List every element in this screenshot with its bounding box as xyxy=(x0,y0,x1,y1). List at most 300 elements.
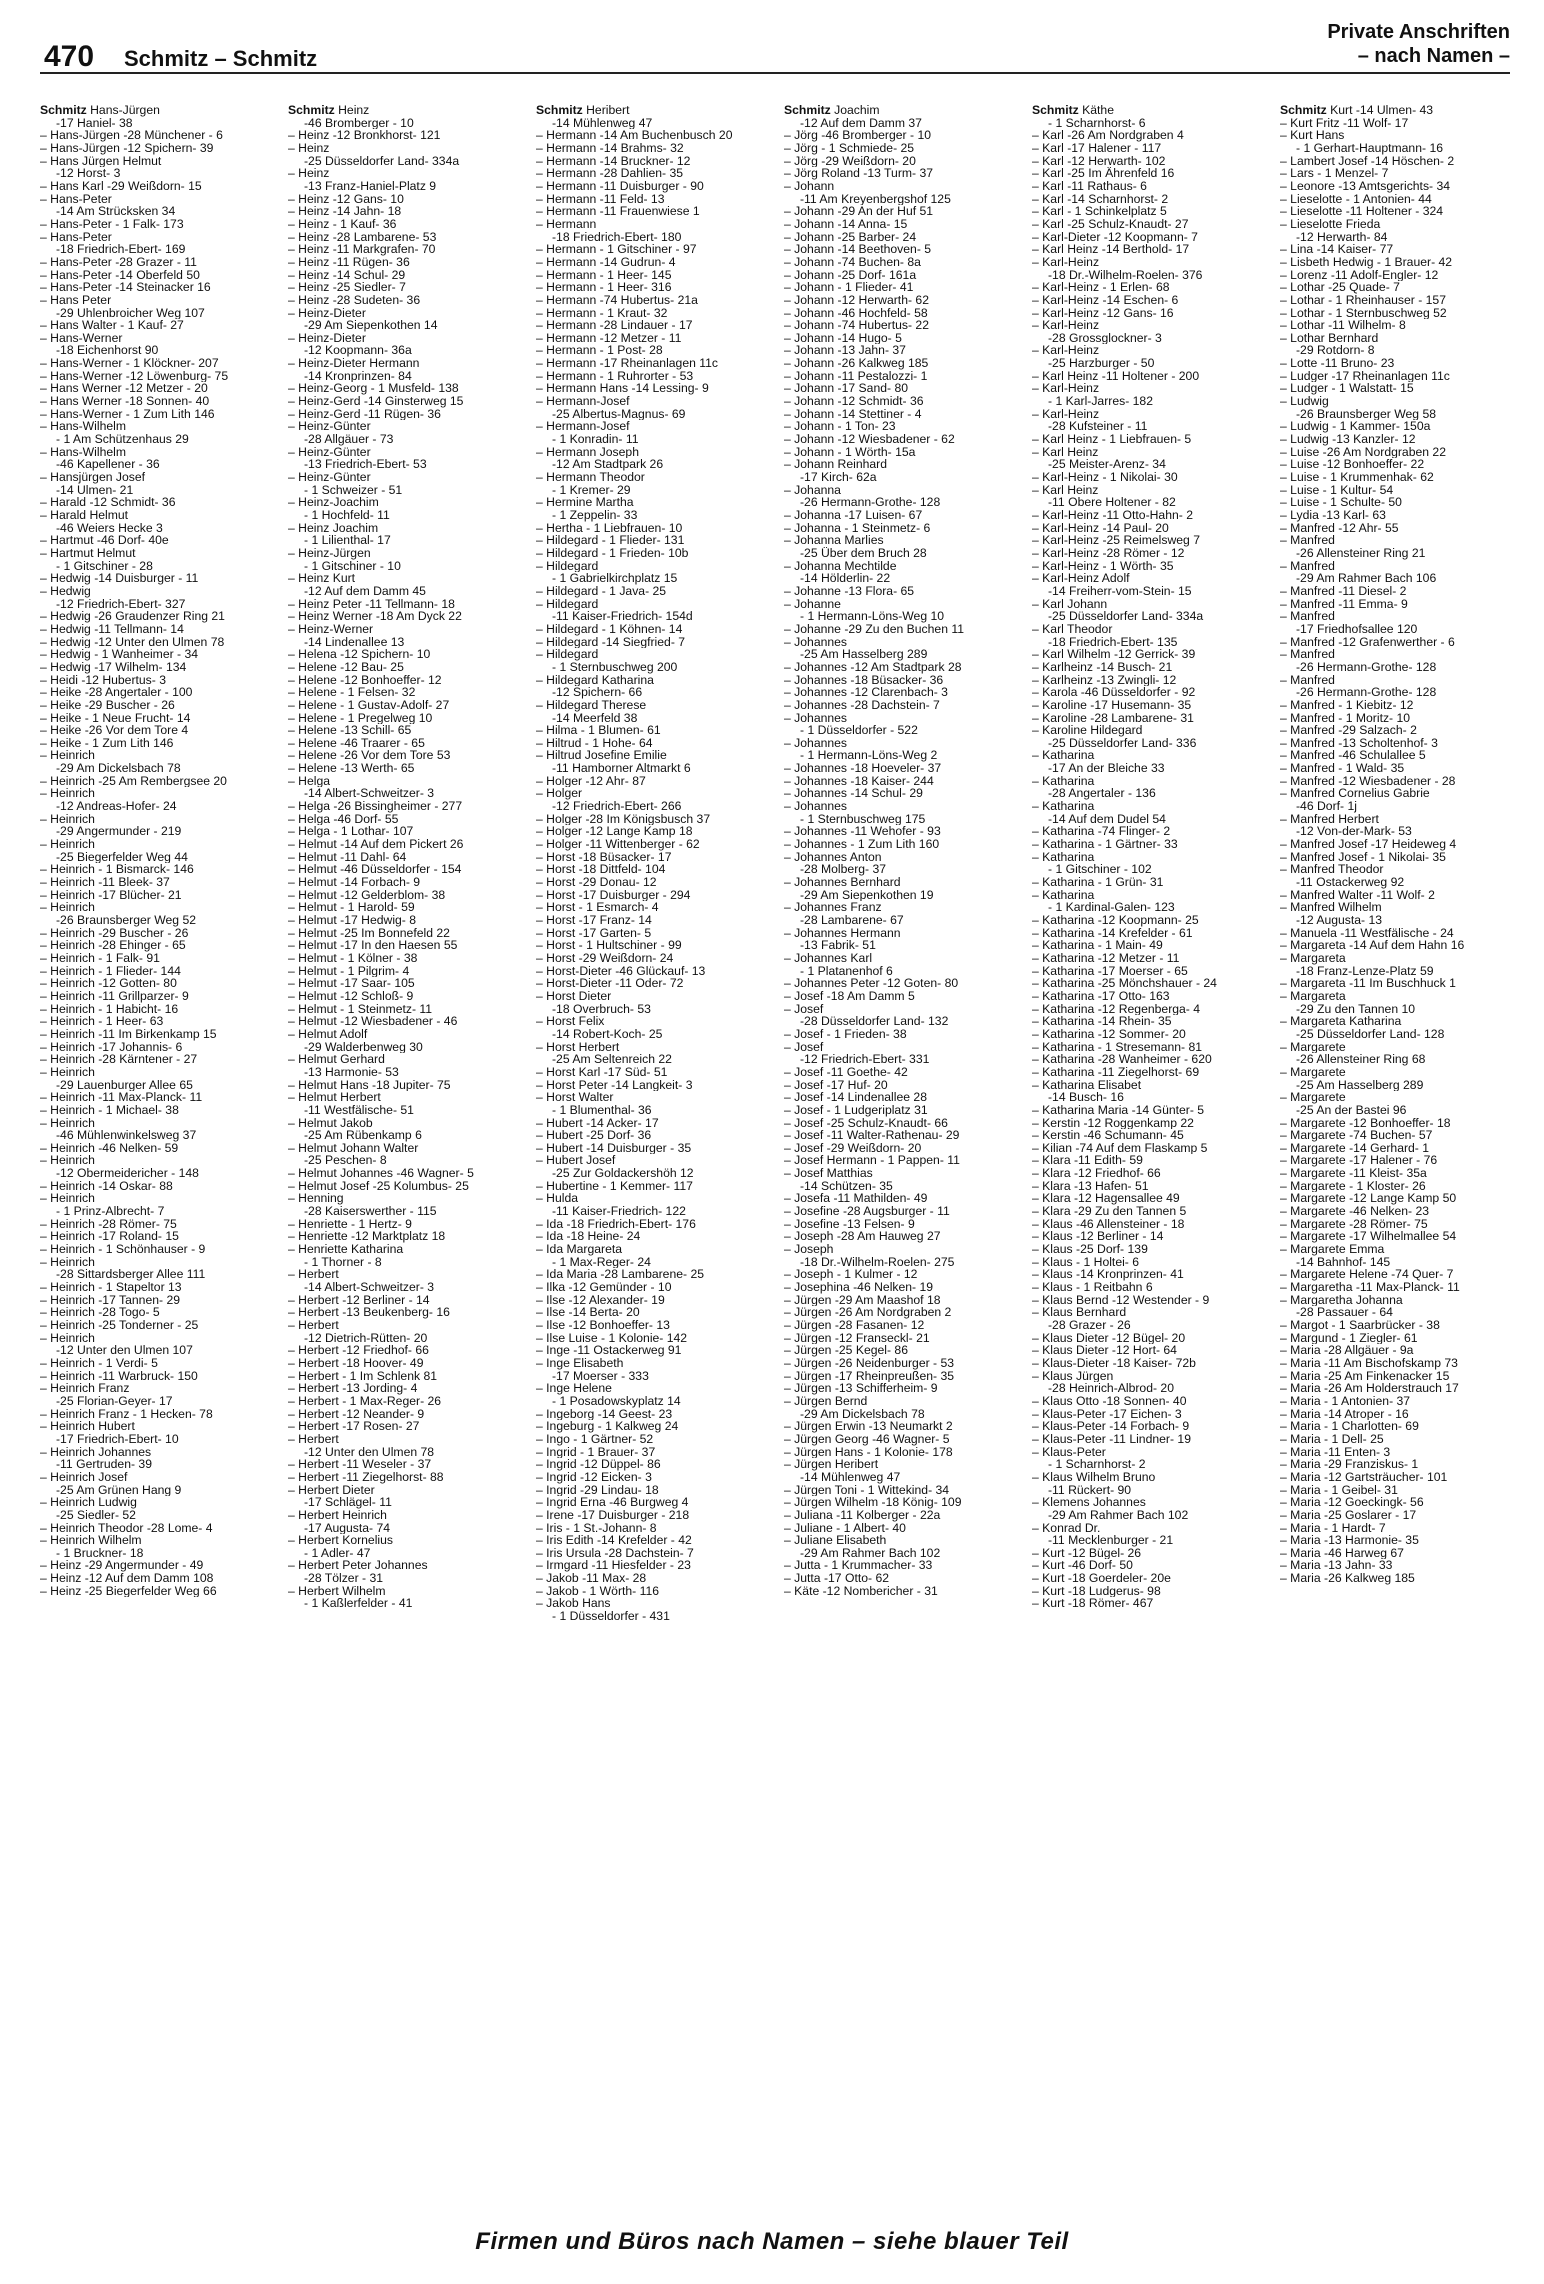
directory-entry: – Helene -12 Bau- 25 xyxy=(288,660,404,674)
directory-entry: – Margareta Katharina xyxy=(1280,1015,1402,1028)
directory-entry: -11 Mecklenburger - 21 xyxy=(1048,1534,1174,1547)
directory-entry: – Heinrich Ludwig xyxy=(40,1496,137,1509)
directory-entry: – Maria -11 Am Bischofskamp 73 xyxy=(1280,1356,1458,1370)
directory-entry: – Manfred Cornelius Gabrie xyxy=(1280,787,1430,801)
directory-entry: – Hartmut -46 Dorf- 40e xyxy=(40,534,169,547)
directory-entry: – Jürgen Hans - 1 Kolonie- 178 xyxy=(784,1445,953,1459)
directory-entry: – Hermann -11 Feld- 13 xyxy=(536,192,665,206)
directory-entry: – Johannes - 1 Zum Lith 160 xyxy=(784,838,940,851)
directory-entry: – Henriette Katharina xyxy=(288,1243,404,1256)
directory-entry: – Ilse -12 Alexander- 19 xyxy=(536,1293,665,1307)
directory-entry: – Josef Matthias xyxy=(784,1167,873,1180)
directory-entry: – Heinrich - 1 Verdi- 5 xyxy=(40,1356,158,1370)
directory-entry: – Lydia -13 Karl- 63 xyxy=(1280,509,1386,522)
directory-entry: – Katharina -14 Rhein- 35 xyxy=(1032,1015,1172,1028)
directory-entry: – Klaus-Peter -17 Eichen- 3 xyxy=(1032,1407,1182,1421)
directory-entry: -26 Braunsberger Weg 58 xyxy=(1296,407,1437,421)
directory-entry: – Heinrich xyxy=(40,787,95,801)
directory-entry: – Josef - 1 Frieden- 38 xyxy=(784,1027,907,1041)
directory-entry: – Horst -29 Donau- 12 xyxy=(536,876,657,889)
directory-entry: – Josef -25 Schulz-Knaudt- 66 xyxy=(784,1116,948,1130)
directory-entry: – Karlheinz -14 Busch- 21 xyxy=(1032,660,1173,674)
directory-entry: – Manfred - 1 Kiebitz- 12 xyxy=(1280,698,1414,712)
directory-entry: -14 Ulmen- 21 xyxy=(56,483,134,497)
directory-entry: -28 Heinrich-Albrod- 20 xyxy=(1048,1382,1174,1395)
directory-entry: -18 Overbruch- 53 xyxy=(552,1002,651,1016)
directory-entry: – Karl Johann xyxy=(1032,597,1108,611)
directory-entry: -25 Düsseldorfer Land- 334a xyxy=(304,154,460,168)
directory-entry: – Lotte -11 Bruno- 23 xyxy=(1280,357,1395,370)
directory-entry: – Katharina -17 Moerser - 65 xyxy=(1032,964,1188,978)
directory-entry: – Johann -11 Pestalozzi- 1 xyxy=(784,369,928,383)
directory-entry: – Heike -28 Angertaler - 100 xyxy=(40,686,193,699)
directory-entry: – Hermann -28 Lindauer - 17 xyxy=(536,319,693,332)
directory-entry: – Heinz -25 Biegerfelder Weg 66 xyxy=(40,1584,217,1598)
directory-entry: – Horst -18 Büsacker- 17 xyxy=(536,850,672,864)
directory-entry: – Johann Reinhard xyxy=(784,458,887,472)
directory-entry: – Horst -29 Weißdorn- 24 xyxy=(536,951,674,965)
directory-entry: – Hedwig -14 Duisburger - 11 xyxy=(40,572,199,585)
directory-entry: – Hermann -17 Rheinanlagen 11c xyxy=(536,357,719,370)
directory-entry: -29 Am Rahmer Bach 102 xyxy=(1048,1508,1189,1522)
directory-entry: -17 Augusta- 74 xyxy=(304,1521,391,1535)
directory-entry: – Maria -46 Harweg 67 xyxy=(1280,1546,1404,1560)
directory-entry: -25 Harzburger - 50 xyxy=(1048,357,1155,370)
directory-entry: – Hermann -12 Metzer - 11 xyxy=(536,331,682,345)
directory-entry: – Johanna - 1 Steinmetz- 6 xyxy=(784,521,931,535)
directory-entry: – Horst -18 Dittfeld- 104 xyxy=(536,863,666,877)
directory-entry: - 1 Max-Reger- 24 xyxy=(552,1255,651,1269)
directory-entry: – Klaus Dieter -12 Hort- 64 xyxy=(1032,1344,1177,1357)
directory-entry: – Kurt Fritz -11 Wolf- 17 xyxy=(1280,116,1409,130)
directory-entry: -17 An der Bleiche 33 xyxy=(1048,762,1165,775)
directory-entry: – Johannes -12 Clarenbach- 3 xyxy=(784,686,948,699)
directory-entry: – Klara -12 Friedhof- 66 xyxy=(1032,1167,1161,1180)
directory-entry: -18 Friedrich-Ebert- 180 xyxy=(552,230,682,244)
directory-entry: – Heinrich xyxy=(40,838,95,851)
directory-entry: – Irmgard -11 Hiesfelder - 23 xyxy=(536,1559,691,1573)
directory-entry: – Ida Maria -28 Lambarene- 25 xyxy=(536,1268,705,1282)
directory-entry: – Margarete xyxy=(1280,1065,1346,1079)
directory-entry: -13 Fabrik- 51 xyxy=(800,939,876,952)
directory-entry: – Katharina -12 Regenberga- 4 xyxy=(1032,1002,1201,1016)
directory-entry: – Helmut -46 Düsseldorfer - 154 xyxy=(288,863,462,877)
directory-entry: – Manfred xyxy=(1280,673,1335,687)
directory-entry: – Harald Helmut xyxy=(40,509,129,522)
directory-entry: – Klara -11 Edith- 59 xyxy=(1032,1154,1143,1168)
directory-entry: – Heinz -29 Angermunder - 49 xyxy=(40,1559,204,1573)
directory-entry: – Heinz-Günter xyxy=(288,471,371,484)
directory-entry: – Heinz Peter -11 Tellmann- 18 xyxy=(288,597,455,611)
directory-entry: – Karl-Heinz - 1 Erlen- 68 xyxy=(1032,281,1170,294)
directory-entry: – Heinrich Theodor -28 Lome- 4 xyxy=(40,1521,213,1535)
directory-entry: – Jürgen -26 Neidenburger - 53 xyxy=(784,1356,955,1370)
directory-entry: – Hedwig xyxy=(40,584,91,598)
directory-entry: – Johannes -14 Schul- 29 xyxy=(784,787,923,801)
directory-entry: – Manfred -12 Ahr- 55 xyxy=(1280,521,1399,535)
directory-entry: – Kurt -46 Dorf- 50 xyxy=(1032,1559,1133,1573)
directory-entry: – Heinz -14 Jahn- 18 xyxy=(288,205,402,218)
directory-entry: – Johann -25 Dorf- 161a xyxy=(784,268,917,282)
directory-entry: – Heinrich -14 Oskar- 88 xyxy=(40,1179,173,1193)
footer-note: Firmen und Büros nach Namen – siehe blauer Teil xyxy=(475,2228,1069,2255)
directory-entry: -11 Gertruden- 39 xyxy=(56,1458,152,1471)
directory-entry: -17 Friedhofsallee 120 xyxy=(1296,622,1418,636)
directory-entry: -25 Am Hasselberg 289 xyxy=(1296,1078,1424,1092)
directory-entry: - 1 Gitschiner - 10 xyxy=(304,559,401,573)
directory-entry: – Karl-Heinz -12 Gans- 16 xyxy=(1032,306,1174,320)
directory-entry: -18 Franz-Lenze-Platz 59 xyxy=(1296,964,1434,978)
directory-entry: – Karl-Heinz -14 Eschen- 6 xyxy=(1032,293,1179,307)
directory-entry: – Heinrich - 1 Flieder- 144 xyxy=(40,964,181,978)
directory-entry: – Ludwig xyxy=(1280,395,1329,408)
directory-entry: - 1 Thorner - 8 xyxy=(304,1255,382,1269)
directory-entry: -12 Herwarth- 84 xyxy=(1296,230,1388,244)
directory-entry: – Hedwig -12 Unter den Ulmen 78 xyxy=(40,635,225,649)
directory-entry: – Karoline -28 Lambarene- 31 xyxy=(1032,711,1194,725)
directory-entry: – Heinz -12 Auf dem Damm 108 xyxy=(40,1572,214,1585)
directory-entry: -17 Haniel- 38 xyxy=(56,116,133,130)
directory-entry: – Johann - 1 Wörth- 15a xyxy=(784,445,916,459)
directory-entry: – Margareta -11 Im Buschhuck 1 xyxy=(1280,977,1456,990)
directory-entry: -17 Moerser - 333 xyxy=(552,1369,649,1383)
directory-entry: – Helmut -17 Saar- 105 xyxy=(288,977,415,990)
directory-entry: - 1 Hermann-Löns-Weg 2 xyxy=(800,749,938,763)
directory-entry: – Ingeburg - 1 Kalkweg 24 xyxy=(536,1420,679,1433)
directory-entry: – Lisbeth Hedwig - 1 Brauer- 42 xyxy=(1280,255,1453,269)
directory-entry: – Johann -74 Buchen- 8a xyxy=(784,255,921,269)
directory-entry: – Lothar -25 Quade- 7 xyxy=(1280,281,1400,294)
directory-entry: – Hildegard xyxy=(536,597,599,611)
section-title-line1: Private Anschriften xyxy=(1327,21,1510,43)
directory-entry: – Klaus-Peter -14 Forbach- 9 xyxy=(1032,1420,1190,1433)
directory-entry: – Josef xyxy=(784,1002,824,1016)
directory-entry: – Hildegard xyxy=(536,559,599,573)
directory-entry: – Johannes Anton xyxy=(784,850,882,864)
directory-entry: – Heinrich xyxy=(40,812,95,826)
directory-entry: – Josef -18 Am Damm 5 xyxy=(784,989,915,1003)
directory-entry: – Klaus Bernhard xyxy=(1032,1306,1127,1319)
directory-entry: – Maria -25 Goslarer - 17 xyxy=(1280,1508,1417,1522)
directory-entry: – Hildegard - 1 Java- 25 xyxy=(536,584,667,598)
directory-entry: – Manfred xyxy=(1280,648,1335,661)
directory-entry: – Maria - 1 Antonien- 37 xyxy=(1280,1394,1411,1408)
directory-entry: – Hiltrud - 1 Hohe- 64 xyxy=(536,736,653,750)
directory-entry: – Kurt -18 Römer- 467 xyxy=(1032,1597,1154,1611)
surname-heading: Schmitz xyxy=(288,104,335,117)
directory-entry: - 1 Sternbuschweg 200 xyxy=(552,660,678,674)
directory-entry: – Hermann -28 Dahlien- 35 xyxy=(536,167,684,180)
directory-entry: – Juliane Elisabeth xyxy=(784,1534,887,1547)
directory-entry: – Katharina - 1 Grün- 31 xyxy=(1032,876,1164,889)
directory-entry: - 1 Kardinal-Galen- 123 xyxy=(1048,901,1175,914)
directory-entry: – Ingrid - 1 Brauer- 37 xyxy=(536,1445,656,1459)
directory-entry: - 1 Kremer- 29 xyxy=(552,483,631,497)
directory-entry: – Manfred -12 Grafenwerther - 6 xyxy=(1280,635,1455,649)
directory-entry: – Johanne -29 Zu den Buchen 11 xyxy=(784,622,965,636)
directory-entry: – Heinz-Gerd -11 Rügen- 36 xyxy=(288,407,441,421)
directory-entry: -14 Mühlenweg 47 xyxy=(552,116,653,130)
directory-entry: – Kerstin -46 Schumann- 45 xyxy=(1032,1129,1184,1142)
directory-entry: -14 Albert-Schweitzer- 3 xyxy=(304,787,435,801)
directory-entry: – Josef Hermann - 1 Pappen- 11 xyxy=(784,1154,960,1168)
directory-entry: – Hans-Peter -14 Steinacker 16 xyxy=(40,281,211,294)
directory-entry: – Harald -12 Schmidt- 36 xyxy=(40,496,176,509)
directory-entry: - 1 Scharnhorst- 2 xyxy=(1048,1458,1146,1471)
directory-entry: – Konrad Dr. xyxy=(1032,1521,1101,1535)
directory-entry: – Johannes xyxy=(784,711,848,725)
directory-entry: -46 Bromberger - 10 xyxy=(304,116,414,130)
directory-entry: – Johannes xyxy=(784,800,848,813)
directory-entry: – Helene - 1 Gustav-Adolf- 27 xyxy=(288,698,450,712)
directory-entry: – Heinrich Franz xyxy=(40,1382,130,1395)
directory-entry: – Hedwig - 1 Wanheimer - 34 xyxy=(40,648,199,661)
directory-entry: – Margaretha -11 Max-Planck- 11 xyxy=(1280,1281,1460,1294)
directory-entry: – Karl Heinz xyxy=(1032,483,1099,497)
page-number: 470 xyxy=(44,40,95,73)
section-title xyxy=(1327,20,1510,68)
directory-entry: – Hermann xyxy=(536,217,597,231)
directory-entry: – Katharina - 1 Stresemann- 81 xyxy=(1032,1040,1203,1054)
directory-entry: – Heinz xyxy=(288,167,330,180)
directory-entry: – Hildegard - 1 Frieden- 10b xyxy=(536,546,689,560)
directory-entry: - 1 Konradin- 11 xyxy=(552,433,639,446)
directory-entry: – Heinz xyxy=(288,141,330,155)
directory-entry: – Karl -26 Am Nordgraben 4 xyxy=(1032,129,1184,142)
directory-entry: – Helmut - 1 Pilgrim- 4 xyxy=(288,964,410,978)
directory-entry: – Helene -12 Bonhoeffer- 12 xyxy=(288,673,442,687)
directory-entry: – Karlheinz -13 Zwingli- 12 xyxy=(1032,673,1177,687)
directory-entry: – Hedwig -11 Tellmann- 14 xyxy=(40,622,184,636)
directory-entry: – Heinz-Werner xyxy=(288,622,374,636)
directory-entry: -11 Kaiser-Friedrich- 122 xyxy=(552,1205,686,1218)
directory-entry: – Margarete - 1 Kloster- 26 xyxy=(1280,1179,1426,1193)
directory-entry: – Hermann Hans -14 Lessing- 9 xyxy=(536,382,709,396)
directory-entry: -29 Am Rahmer Bach 106 xyxy=(1296,572,1437,585)
directory-entry: – Jakob Hans xyxy=(536,1597,611,1611)
directory-entry: -29 Am Dickelsbach 78 xyxy=(800,1407,925,1421)
directory-entry: – Lieselotte -11 Holtener - 324 xyxy=(1280,205,1444,218)
directory-entry: – Heinrich -28 Römer- 75 xyxy=(40,1217,177,1231)
directory-entry: -29 Am Siepenkothen 14 xyxy=(304,319,438,332)
directory-entry: – Ludger - 1 Walstatt- 15 xyxy=(1280,382,1414,396)
directory-entry: – Johann -14 Hugo- 5 xyxy=(784,331,902,345)
directory-entry: Schmitz Kurt -14 Ulmen- 43 xyxy=(1280,104,1434,117)
directory-entry: – Heinz-Günter xyxy=(288,445,371,459)
directory-entry: – Klaus-Peter -11 Lindner- 19 xyxy=(1032,1432,1191,1446)
directory-entry: – Heinrich Franz - 1 Hecken- 78 xyxy=(40,1407,213,1421)
directory-entry: – Hermine Martha xyxy=(536,496,634,509)
directory-entry: – Katharina Elisabet xyxy=(1032,1078,1142,1092)
directory-entry: – Maria -13 Harmonie- 35 xyxy=(1280,1534,1419,1547)
directory-entry: – Manfred -13 Scholtenhof- 3 xyxy=(1280,736,1438,750)
directory-entry: – Margarete -12 Lange Kamp 50 xyxy=(1280,1192,1457,1206)
directory-entry: – Jutta - 1 Krummacher- 33 xyxy=(784,1559,933,1573)
directory-entry: – Klaus - 1 Holtei- 6 xyxy=(1032,1255,1140,1269)
directory-entry: – Margarete Emma xyxy=(1280,1243,1385,1256)
directory-entry: – Heinrich xyxy=(40,1116,95,1130)
directory-entry: – Heinrich -28 Kärntener - 27 xyxy=(40,1053,198,1066)
directory-entry: – Maria -13 Jahn- 33 xyxy=(1280,1559,1393,1573)
listing-column-5 xyxy=(1032,104,1275,1610)
directory-entry: – Kilian -74 Auf dem Flaskamp 5 xyxy=(1032,1141,1208,1155)
directory-entry: – Johannes -11 Wehofer - 93 xyxy=(784,825,941,839)
directory-entry: – Margareta xyxy=(1280,951,1346,965)
directory-entry: – Jürgen Toni - 1 Wittekind- 34 xyxy=(784,1483,950,1497)
directory-entry: – Johann -29 An der Huf 51 xyxy=(784,205,934,218)
directory-entry: – Jörg -46 Bromberger - 10 xyxy=(784,129,931,142)
directory-entry: – Ingrid -12 Eicken- 3 xyxy=(536,1470,652,1484)
directory-entry: – Heinrich Wilhelm xyxy=(40,1534,142,1547)
listing-columns xyxy=(40,104,1520,2184)
directory-entry: -26 Allensteiner Ring 68 xyxy=(1296,1053,1426,1066)
directory-entry: -28 Düsseldorfer Land- 132 xyxy=(800,1015,949,1028)
directory-entry: – Hans Karl -29 Weißdorn- 15 xyxy=(40,179,202,193)
directory-entry: – Luise - 1 Krummenhak- 62 xyxy=(1280,471,1434,484)
directory-entry: – Henriette - 1 Hertz- 9 xyxy=(288,1217,412,1231)
directory-entry: – Holger xyxy=(536,787,583,801)
directory-entry: – Heinz -14 Schul- 29 xyxy=(288,268,406,282)
directory-entry: – Jutta -17 Otto- 62 xyxy=(784,1572,890,1585)
directory-entry: – Josef xyxy=(784,1040,824,1054)
directory-entry: – Hans-Peter - 1 Falk- 173 xyxy=(40,217,184,231)
directory-entry: – Hildegard xyxy=(536,648,599,661)
directory-entry: – Hans-Jürgen -12 Spichern- 39 xyxy=(40,141,214,155)
directory-entry: – Ilse -14 Berta- 20 xyxy=(536,1306,640,1319)
directory-entry: – Hans-Werner - 1 Zum Lith 146 xyxy=(40,407,215,421)
directory-entry: – Katharina - 1 Gärtner- 33 xyxy=(1032,838,1178,851)
directory-entry: – Ludwig -13 Kanzler- 12 xyxy=(1280,433,1416,446)
directory-entry: – Heinrich Hubert xyxy=(40,1420,135,1433)
directory-entry: – Heinrich - 1 Schönhauser - 9 xyxy=(40,1243,206,1256)
directory-entry: – Karl Theodor xyxy=(1032,622,1113,636)
directory-entry: -12 Horst- 3 xyxy=(56,167,121,180)
directory-entry: – Hans Peter xyxy=(40,293,112,307)
directory-entry: – Jörg Roland -13 Turm- 37 xyxy=(784,167,934,180)
page-header xyxy=(40,20,1510,74)
directory-entry: -17 Friedrich-Ebert- 10 xyxy=(56,1432,179,1446)
directory-entry: – Karl-Heinz -25 Reimelsweg 7 xyxy=(1032,534,1200,547)
directory-entry: – Herbert -18 Hoover- 49 xyxy=(288,1356,424,1370)
directory-entry: – Karl-Dieter -12 Koopmann- 7 xyxy=(1032,230,1198,244)
directory-entry: – Heinrich -17 Blücher- 21 xyxy=(40,888,182,902)
directory-entry: – Josefine -28 Augsburger - 11 xyxy=(784,1205,950,1218)
directory-entry: -14 Am Strücksken 34 xyxy=(56,205,176,218)
directory-entry: – Katharina -28 Wanheimer - 620 xyxy=(1032,1053,1212,1066)
directory-entry: – Luise - 1 Schulte- 50 xyxy=(1280,496,1402,509)
directory-entry: – Lothar - 1 Sternbuschweg 52 xyxy=(1280,306,1447,320)
directory-entry: – Hildegard Therese xyxy=(536,698,647,712)
directory-entry: – Jürgen -28 Fasanen- 12 xyxy=(784,1319,925,1332)
listing-column-6 xyxy=(1280,104,1523,1585)
directory-entry: – Karl Heinz xyxy=(1032,445,1099,459)
page-range: Schmitz – Schmitz xyxy=(124,46,318,71)
directory-entry: – Karl -25 Im Ährenfeld 16 xyxy=(1032,167,1175,180)
directory-entry: -26 Braunsberger Weg 52 xyxy=(56,914,197,927)
directory-entry: – Heinz-Dieter xyxy=(288,306,366,320)
directory-entry: – Johannes Bernhard xyxy=(784,876,901,889)
directory-entry: - 1 Gitschiner - 102 xyxy=(1048,863,1152,877)
directory-entry: – Klaus -12 Berliner - 14 xyxy=(1032,1230,1164,1244)
directory-entry: – Heike -29 Buscher - 26 xyxy=(40,698,175,712)
directory-entry: – Heinrich -11 Grillparzer- 9 xyxy=(40,989,189,1003)
directory-entry: – Heinz -12 Gans- 10 xyxy=(288,192,404,206)
directory-entry: – Heinrich xyxy=(40,749,95,763)
directory-entry: – Karl - 1 Schinkelplatz 5 xyxy=(1032,205,1167,218)
directory-entry: – Helmut Adolf xyxy=(288,1027,368,1041)
directory-entry: – Klaus - 1 Reitbahn 6 xyxy=(1032,1281,1153,1294)
directory-entry: – Josef -11 Walter-Rathenau- 29 xyxy=(784,1129,960,1142)
directory-entry: -14 Bahnhof- 145 xyxy=(1296,1255,1391,1269)
directory-entry: -12 Koopmann- 36a xyxy=(304,344,412,358)
directory-entry: – Karl -12 Herwarth- 102 xyxy=(1032,154,1166,168)
directory-entry: – Maria -29 Franziskus- 1 xyxy=(1280,1458,1419,1471)
directory-entry: -25 Biegerfelder Weg 44 xyxy=(56,850,188,864)
directory-entry: -29 Angermunder - 219 xyxy=(56,825,182,839)
directory-entry: – Helene -26 Vor dem Tore 53 xyxy=(288,749,451,763)
directory-entry: – Katharina xyxy=(1032,888,1095,902)
directory-entry: -25 Am Rübenkamp 6 xyxy=(304,1129,422,1142)
directory-entry: – Inge Helene xyxy=(536,1382,612,1395)
directory-entry: – Karl-Heinz -11 Otto-Hahn- 2 xyxy=(1032,509,1193,522)
directory-entry: – Luise -26 Am Nordgraben 22 xyxy=(1280,445,1446,459)
directory-entry: – Johannes xyxy=(784,635,848,649)
directory-entry: – Margaretha Johanna xyxy=(1280,1293,1403,1307)
directory-entry: – Heinz Joachim xyxy=(288,521,379,535)
directory-entry: -14 Albert-Schweitzer- 3 xyxy=(304,1281,435,1294)
directory-entry: – Hildegard Katharina xyxy=(536,673,654,687)
directory-entry: - 1 Adler- 47 xyxy=(304,1546,371,1560)
directory-entry: – Manfred Josef -17 Heideweg 4 xyxy=(1280,838,1457,851)
directory-entry: – Helmut Josef -25 Kolumbus- 25 xyxy=(288,1179,469,1193)
directory-entry: Schmitz Heribert xyxy=(536,104,630,117)
directory-entry: – Hermann -11 Frauenwiese 1 xyxy=(536,205,700,218)
directory-entry: – Manuela -11 Westfälische - 24 xyxy=(1280,926,1454,940)
directory-entry: – Ilse -12 Bonhoeffer- 13 xyxy=(536,1319,670,1332)
directory-entry: – Hermann -74 Hubertus- 21a xyxy=(536,293,698,307)
directory-entry: – Margot - 1 Saarbrücker - 38 xyxy=(1280,1319,1440,1332)
directory-entry: – Hartmut Helmut xyxy=(40,546,136,560)
directory-entry: – Lambert Josef -14 Höschen- 2 xyxy=(1280,154,1455,168)
directory-entry: – Helmut -25 Im Bonnefeld 22 xyxy=(288,926,450,940)
directory-entry: – Manfred Theodor xyxy=(1280,863,1384,877)
directory-entry: -29 Uhlenbroicher Weg 107 xyxy=(56,306,205,320)
directory-entry: – Heinrich -29 Buscher - 26 xyxy=(40,926,189,940)
directory-entry: – Hubert Josef xyxy=(536,1154,616,1168)
directory-entry: – Helga -46 Dorf- 55 xyxy=(288,812,399,826)
directory-entry: – Helga -26 Bissingheimer - 277 xyxy=(288,800,463,813)
directory-entry: -14 Lindenallee 13 xyxy=(304,635,405,649)
directory-entry: – Helmut -12 Wiesbadener - 46 xyxy=(288,1015,458,1028)
directory-entry: – Manfred -46 Schulallee 5 xyxy=(1280,749,1426,763)
directory-entry: – Herbert xyxy=(288,1432,339,1446)
directory-entry: – Manfred -11 Emma- 9 xyxy=(1280,597,1408,611)
directory-entry: – Heinrich Johannes xyxy=(40,1445,152,1459)
directory-entry: – Jürgen Wilhelm -18 König- 109 xyxy=(784,1496,962,1509)
directory-entry: – Johann -14 Stettiner - 4 xyxy=(784,407,922,421)
directory-entry: – Heike - 1 Zum Lith 146 xyxy=(40,736,174,750)
directory-entry: - 1 Düsseldorfer - 522 xyxy=(800,724,918,737)
directory-entry: – Manfred Herbert xyxy=(1280,812,1379,826)
directory-entry: - 1 Am Schützenhaus 29 xyxy=(56,433,189,446)
directory-entry: – Heinrich xyxy=(40,1255,95,1269)
directory-entry: – Juliana -11 Kolberger - 22a xyxy=(784,1508,941,1522)
directory-entry: – Karl-Heinz xyxy=(1032,407,1100,421)
directory-entry: – Klaus Wilhelm Bruno xyxy=(1032,1470,1156,1484)
directory-entry: – Hans-Peter xyxy=(40,230,112,244)
directory-entry: – Johanne -13 Flora- 65 xyxy=(784,584,915,598)
directory-entry: – Johann -12 Wiesbadener - 62 xyxy=(784,433,955,446)
